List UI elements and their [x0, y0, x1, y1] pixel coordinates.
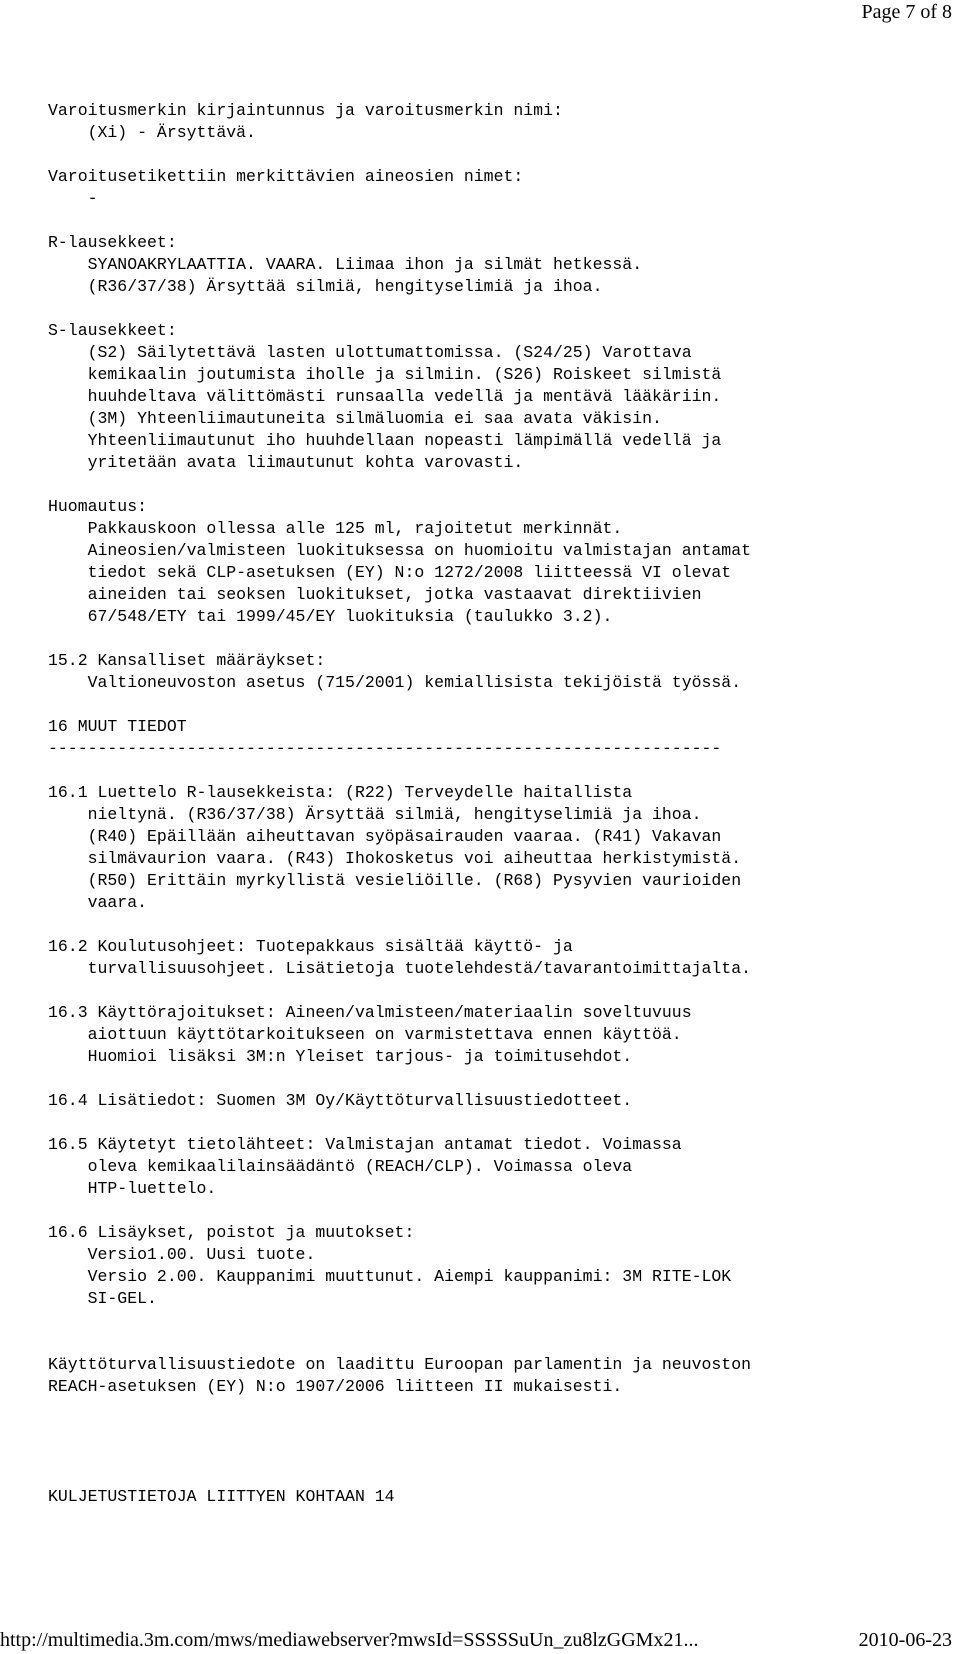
- document-line: HTP-luettelo.: [48, 1179, 217, 1198]
- footer-date: 2010-06-23: [858, 1629, 952, 1651]
- document-line: -: [48, 189, 98, 208]
- document-body: [48, 100, 948, 1508]
- document-line: (Xi) - Ärsyttävä.: [48, 123, 256, 142]
- document-line: SI-GEL.: [48, 1289, 157, 1308]
- document-line: Varoitusmerkin kirjaintunnus ja varoitusmerkin nimi:: [48, 101, 563, 120]
- document-line: [48, 474, 948, 496]
- document-line: 16.4 Lisätiedot: Suomen 3M Oy/Käyttöturvallisuustiedotteet.: [48, 1091, 633, 1110]
- document-line: yritetään avata liimautunut kohta varovasti.: [48, 453, 524, 472]
- document-line: 67/548/ETY tai 1999/45/EY luokituksia (taulukko 3.2).: [48, 607, 613, 626]
- document-line: [48, 628, 948, 650]
- document-line: Huomioi lisäksi 3M:n Yleiset tarjous- ja toimitusehdot.: [48, 1047, 633, 1066]
- document-line: Käyttöturvallisuustiedote on laadittu Euroopan parlamentin ja neuvoston: [48, 1355, 752, 1374]
- page-number: Page 7 of 8: [861, 1, 952, 23]
- document-line: [48, 694, 948, 716]
- document-line: 16.1 Luettelo R-lausekkeista: (R22) Terveydelle haitallista: [48, 783, 633, 802]
- document-line: [48, 1068, 948, 1090]
- document-line: KULJETUSTIETOJA LIITTYEN KOHTAAN 14: [48, 1487, 395, 1506]
- document-line: SYANOAKRYLAATTIA. VAARA. Liimaa ihon ja silmät hetkessä.: [48, 255, 643, 274]
- document-line: [48, 1420, 948, 1442]
- document-line: turvallisuusohjeet. Lisätietoja tuotelehdestä/tavarantoimittajalta.: [48, 959, 752, 978]
- document-line: --------------------------------------------------------------------: [48, 739, 722, 758]
- document-line: 16.2 Koulutusohjeet: Tuotepakkaus sisältää käyttö- ja: [48, 937, 573, 956]
- document-line: [48, 914, 948, 936]
- document-line: tiedot sekä CLP-asetuksen (EY) N:o 1272/2008 liitteessä VI olevat: [48, 563, 732, 582]
- page-footer: [0, 1626, 960, 1654]
- document-line: [48, 298, 948, 320]
- document-line: Yhteenliimautunut iho huuhdellaan nopeasti lämpimällä vedellä ja: [48, 431, 722, 450]
- document-line: (R36/37/38) Ärsyttää silmiä, hengityselimiä ja ihoa.: [48, 277, 603, 296]
- document-line: [48, 144, 948, 166]
- document-line: nieltynä. (R36/37/38) Ärsyttää silmiä, hengityselimiä ja ihoa.: [48, 805, 702, 824]
- document-line: [48, 760, 948, 782]
- document-line: [48, 1112, 948, 1134]
- document-line: (3M) Yhteenliimautuneita silmäluomia ei saa avata väkisin.: [48, 409, 662, 428]
- document-line: (R40) Epäillään aiheuttavan syöpäsairauden vaaraa. (R41) Vakavan: [48, 827, 722, 846]
- document-line: R-lausekkeet:: [48, 233, 177, 252]
- document-line: oleva kemikaalilainsäädäntö (REACH/CLP). Voimassa oleva: [48, 1157, 633, 1176]
- document-line: Huomautus:: [48, 497, 148, 516]
- document-line: S-lausekkeet:: [48, 321, 177, 340]
- document-line: 15.2 Kansalliset määräykset:: [48, 651, 326, 670]
- document-line: [48, 1442, 948, 1464]
- document-line: (S2) Säilytettävä lasten ulottumattomissa. (S24/25) Varottava: [48, 343, 692, 362]
- document-line: Aineosien/valmisteen luokituksessa on huomioitu valmistajan antamat: [48, 541, 752, 560]
- document-line: 16.5 Käytetyt tietolähteet: Valmistajan antamat tiedot. Voimassa: [48, 1135, 682, 1154]
- document-line: 16 MUUT TIEDOT: [48, 717, 187, 736]
- document-line: aineiden tai seoksen luokitukset, jotka vastaavat direktiivien: [48, 585, 702, 604]
- document-line: Versio1.00. Uusi tuote.: [48, 1245, 316, 1264]
- document-line: Pakkauskoon ollessa alle 125 ml, rajoitetut merkinnät.: [48, 519, 623, 538]
- document-line: huuhdeltava välittömästi runsaalla vedellä ja mentävä lääkäriin.: [48, 387, 722, 406]
- document-line: [48, 1310, 948, 1332]
- document-line: 16.6 Lisäykset, poistot ja muutokset:: [48, 1223, 415, 1242]
- document-line: kemikaalin joutumista iholle ja silmiin. (S26) Roiskeet silmistä: [48, 365, 722, 384]
- document-line: aiottuun käyttötarkoitukseen on varmistettava ennen käyttöä.: [48, 1025, 682, 1044]
- document-line: REACH-asetuksen (EY) N:o 1907/2006 liitteen II mukaisesti.: [48, 1377, 623, 1396]
- document-line: vaara.: [48, 893, 148, 912]
- footer-url[interactable]: http://multimedia.3m.com/mws/mediawebserver?mwsId=SSSSSuUn_zu8lzGGMx21...: [0, 1629, 699, 1651]
- document-line: silmävaurion vaara. (R43) Ihokosketus voi aiheuttaa herkistymistä.: [48, 849, 742, 868]
- document-line: [48, 1200, 948, 1222]
- document-line: [48, 1464, 948, 1486]
- document-line: [48, 1332, 948, 1354]
- document-line: [48, 1398, 948, 1420]
- document-line: 16.3 Käyttörajoitukset: Aineen/valmisteen/materiaalin soveltuvuus: [48, 1003, 692, 1022]
- document-line: [48, 980, 948, 1002]
- document-line: [48, 210, 948, 232]
- document-line: Valtioneuvoston asetus (715/2001) kemiallisista tekijöistä työssä.: [48, 673, 742, 692]
- document-line: (R50) Erittäin myrkyllistä vesieliöille. (R68) Pysyvien vaurioiden: [48, 871, 742, 890]
- document-line: Varoitusetikettiin merkittävien aineosien nimet:: [48, 167, 524, 186]
- document-line: Versio 2.00. Kauppanimi muuttunut. Aiempi kauppanimi: 3M RITE-LOK: [48, 1267, 732, 1286]
